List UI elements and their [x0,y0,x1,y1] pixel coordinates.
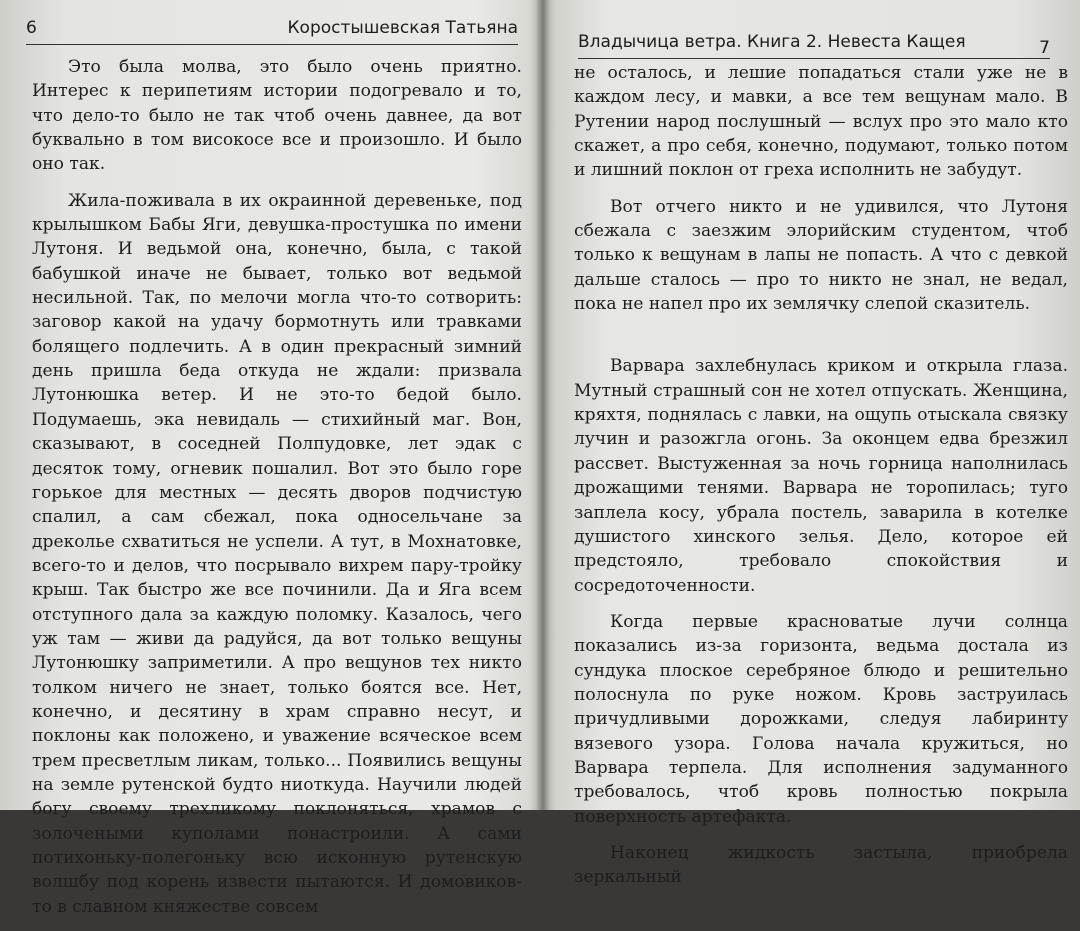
paragraph: Наконец жидкость застыла, приобрела зеркальный [574,842,1068,888]
paragraph: Это была молва, это было очень приятно. Интерес к перипетиям истории подогревало и то, что дело-то было не так чтоб очень давнее, да вот буквально в том високосе все и произошло. И было оно так. [32,57,522,175]
left-page-header [26,18,518,45]
left-page-number: 6 [26,18,37,38]
right-page-number: 7 [1039,38,1050,58]
left-page-author: Коростышевская Татьяна [287,18,518,38]
paragraph: Жила-поживала в их окраинной деревеньке, под крылышком Бабы Яги, девушка-простушка по имени Лутоня. И ведьмой она, конечно, была, с такой бабушкой иначе не бывает, только вот ведьмой несильной. Так, по мелочи могла что-то сотворить: заговор какой на удачу бормотнуть или травками болящего подлечить. А в один прекрасный зимний день пришла беда откуда не ждали: призвала Лутонюшка ветер. И не это-то бедой было. Подумаешь, эка невидаль — стихийный маг. Вон, сказывают, в соседней Полпудовке, лет эдак с десяток тому, огневик пошалил. Вот это было горе горькое для местных — десять дворов подчистую спалил, а сам сбежал, пока односельчане за дреколье схватиться не успели. А тут, в Мохнатовке, всего-то и делов, что посрывало вихрем пару-тройку крыш. Так быстро же все починили. Да и Яга всем отступного дала за каждую поломку. Казалось, чего уж там — живи да радуйся, да вот только вещуны Лутонюшку заприметили. А про вещунов тех никто толком ничего не знает, только боятся все. Нет, конечно, и десятину в храм справно несут, и поклоны как положено, и уважение всяческое всем трем пресветлым ликам, только... Появились вещуны на земле рутенской будто ниоткуда. Научили людей богу своему трехликому поклоняться, храмов с золочеными куполами понастроили. А сами потихоньку-полегоньку всю исконную рутенскую волшбу под корень извести пытаются. И домовиков-то в славном княжестве совсем [32,190,522,917]
paragraph: Когда первые красноватые лучи солнца показались из-за горизонта, ведьма достала из сундука плоское серебряное блюдо и решительно полоснула по руке ножом. Кровь заструилась причудливыми дорожками, следуя лабиринту вязевого узора. Голова начала кружиться, но Варвара терпела. Для исполнения задуманного требовалось, чтоб кровь полностью покрыла поверхность артефакта. [574,611,1068,827]
right-page-text [574,61,1068,902]
right-page-header [578,28,1050,59]
paragraph-continued: не осталось, и лешие попадаться стали уже не в каждом лесу, и мавки, а все тем вещунам мало. В Рутении народ послушный — вслух про это мало кто скажет, а про себя, конечно, подумают, только потом и лишний поклон от греха исполнить не забудут. [574,63,1068,181]
right-page [548,0,1080,888]
left-page [0,0,540,917]
left-page-text [32,55,522,931]
right-page-book-title: Владычица ветра. Книга 2. Невеста Кащея [578,32,966,52]
paragraph: Варвара захлебнулась криком и открыла глаза. Мутный страшный сон не хотел отпускать. Женщина, кряхтя, поднялась с лавки, на ощупь отыскала связку лучин и разожгла огонь. За оконцем едва брезжил рассвет. Выстуженная за ночь горница наполнилась дрожащими тенями. Варвара не торопилась; туго заплела косу, убрала постель, заварила в котелке душистого хинского зелья. Дело, которое ей предстояло, требовало спокойствия и сосредоточенности. [574,356,1068,596]
paragraph: Вот отчего никто и не удивился, что Лутоня сбежала с заезжим элорийским студентом, чтоб только к вещунам в лапы не попасть. А что с девкой дальше сталось — про то никто не знал, не ведал, пока не напел про их землячку слепой сказитель. [574,196,1068,315]
